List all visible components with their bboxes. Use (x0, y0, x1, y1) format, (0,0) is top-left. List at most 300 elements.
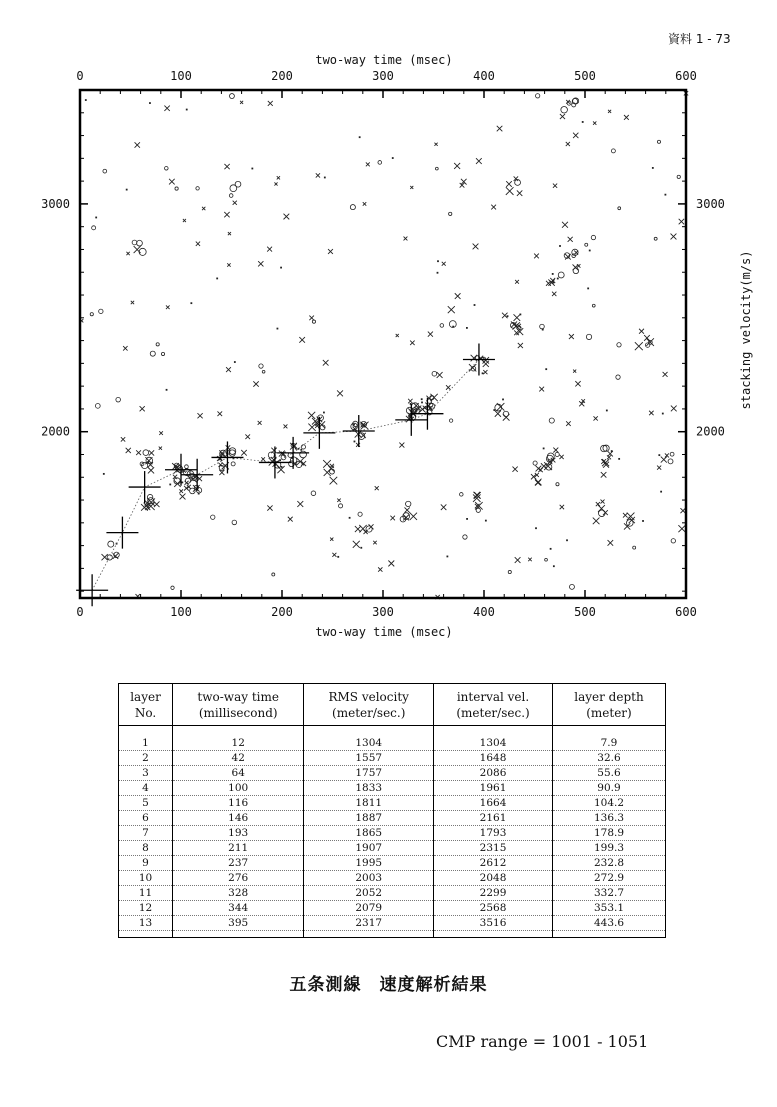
scatter-point (410, 186, 413, 189)
y-tick-label-right: 3000 (696, 196, 725, 211)
scatter-point (359, 136, 361, 138)
scatter-point (679, 219, 684, 224)
scatter-point (126, 189, 128, 191)
scatter-point (272, 573, 275, 576)
picked-velocity-marker (259, 446, 291, 478)
scatter-point (404, 507, 409, 512)
scatter-point (159, 431, 163, 435)
table-cell: 4 (119, 781, 173, 796)
table-cell: 443.6 (552, 916, 665, 931)
table-cell: 2612 (434, 856, 553, 871)
scatter-point (437, 272, 439, 274)
scatter-point (437, 260, 439, 262)
table-cell: 211 (173, 841, 304, 856)
scatter-point (196, 187, 199, 190)
scatter-point (300, 451, 307, 458)
scatter-point (175, 187, 178, 190)
table-row (119, 751, 666, 766)
scatter-point (388, 561, 394, 567)
scatter-point (502, 399, 504, 401)
scatter-point (197, 413, 202, 418)
scatter-point (353, 424, 355, 426)
scatter-point (251, 168, 253, 170)
x-tick-label-bottom: 100 (170, 605, 192, 619)
scatter-point (156, 343, 159, 346)
scatter-point (452, 326, 454, 328)
table-row (119, 811, 666, 826)
table-row (119, 736, 666, 751)
picked-velocity-markers (76, 343, 495, 606)
picked-velocity-marker (303, 417, 335, 449)
scatter-point (593, 518, 600, 525)
x-tick-label-top: 100 (170, 69, 192, 83)
scatter-point (507, 315, 509, 317)
scatter-point (169, 484, 171, 486)
table-row (119, 781, 666, 796)
scatter-point (460, 493, 464, 497)
x-tick-label-bottom: 600 (675, 605, 697, 619)
scatter-point (231, 462, 235, 466)
scatter-point (404, 237, 408, 241)
scatter-point (552, 273, 554, 275)
scatter-point (657, 140, 660, 143)
table-cell: 272.9 (552, 871, 665, 886)
x-axis-label-bottom: two-way time (msec) (315, 625, 453, 639)
scatter-point (473, 492, 480, 499)
table-cell: 328 (173, 886, 304, 901)
scatter-point (132, 240, 137, 245)
table-cell: 90.9 (552, 781, 665, 796)
scatter-point (569, 334, 574, 339)
scatter-point (166, 305, 170, 309)
table-row (119, 841, 666, 856)
scatter-point (240, 101, 243, 104)
x-tick-label-top: 500 (574, 69, 596, 83)
scatter-point (514, 314, 521, 321)
scatter-point (355, 526, 361, 532)
table-cell: 1793 (434, 826, 553, 841)
scatter-point (543, 448, 545, 450)
x-tick-label-bottom: 400 (473, 605, 495, 619)
scatter-point (497, 403, 505, 411)
scatter-point (311, 491, 316, 496)
scatter-point (137, 240, 143, 246)
table-cell: 199.3 (552, 841, 665, 856)
scatter-point (259, 364, 263, 368)
scatter-point (232, 520, 237, 525)
scatter-point (434, 143, 437, 146)
scatter-point (611, 149, 615, 153)
header-rms-velocity: RMS velocity (meter/sec.) (304, 684, 434, 726)
table-cell: 1557 (304, 751, 434, 766)
scatter-point (229, 94, 234, 99)
table-row (119, 826, 666, 841)
table-row (119, 856, 666, 871)
scatter-point (574, 251, 578, 255)
scatter-point (618, 458, 620, 460)
x-tick-label-top: 400 (473, 69, 495, 83)
figure-caption: 五条測線 速度解析結果 (289, 975, 488, 995)
table-cell: 332.7 (552, 886, 665, 901)
table-row (119, 901, 666, 916)
scatter-point (440, 324, 444, 328)
scatter-point (216, 278, 218, 280)
scatter-point (668, 459, 673, 464)
scatter-point (280, 267, 282, 269)
scatter-point (309, 316, 314, 321)
scatter-point (515, 280, 519, 284)
scatter-point (92, 226, 96, 230)
table-cell: 11 (119, 886, 173, 901)
scatter-point (85, 99, 87, 101)
scatter-point (545, 558, 548, 561)
scatter-point (671, 406, 677, 412)
scatter-point (179, 489, 183, 493)
page-number-label: 資料 1 - 73 (668, 32, 731, 46)
scatter-point (284, 424, 288, 428)
scatter-point (662, 413, 664, 415)
x-tick-label-bottom: 0 (76, 605, 84, 619)
scatter-point (288, 517, 293, 522)
scatter-point (262, 370, 265, 373)
scatter-point (633, 546, 636, 549)
table-cell: 1865 (304, 826, 434, 841)
scatter-point (497, 126, 503, 132)
y-axis-label-right: stacking velocity(m/s) (739, 250, 753, 410)
scatter-point (476, 508, 480, 512)
scatter-point (635, 342, 643, 350)
scatter-point (95, 217, 97, 219)
scatter-point (503, 411, 508, 416)
scatter-point (535, 479, 542, 486)
scatter-point (623, 513, 628, 518)
scatter-point (267, 505, 272, 510)
scatter-point (183, 219, 186, 222)
table-cell: 395 (173, 916, 304, 931)
scatter-point (166, 389, 168, 391)
scatter-point (603, 510, 608, 515)
scatter-point (171, 586, 174, 589)
table-cell: 6 (119, 811, 173, 826)
scatter-point (234, 361, 236, 363)
table-cell: 1304 (304, 736, 434, 751)
x-tick-label-bottom: 500 (574, 605, 596, 619)
table-cell: 2315 (434, 841, 553, 856)
scatter-point (528, 558, 532, 562)
scatter-point (575, 381, 580, 386)
scatter-point (639, 329, 644, 334)
picked-velocity-marker (463, 343, 495, 375)
table-cell: 104.2 (552, 796, 665, 811)
scatter-point (339, 504, 343, 508)
scatter-point (180, 494, 186, 500)
table-cell: 8 (119, 841, 173, 856)
scatter-point (308, 412, 315, 419)
table-cell: 1648 (434, 751, 553, 766)
scatter-point (491, 205, 496, 210)
scatter-point (330, 538, 333, 541)
scatter-point (680, 508, 685, 513)
table-cell: 276 (173, 871, 304, 886)
scatter-point (126, 252, 129, 255)
scatter-point (185, 481, 189, 485)
scatter-point (140, 406, 145, 411)
scatter-point (363, 202, 367, 206)
scatter-point (149, 450, 154, 455)
scatter-point (517, 190, 522, 195)
table-cell: 193 (173, 826, 304, 841)
scatter-point (90, 313, 93, 316)
table-cell: 5 (119, 796, 173, 811)
scatter-point (295, 448, 297, 450)
scatter-point (608, 540, 614, 546)
scatter-point (369, 524, 374, 529)
scatter-point (568, 237, 573, 242)
scatter-point (277, 328, 279, 330)
scatter-point (671, 234, 677, 240)
table-cell: 2052 (304, 886, 434, 901)
scatter-point (126, 448, 131, 453)
scatter-point (227, 263, 230, 266)
x-tick-label-top: 200 (271, 69, 293, 83)
scatter-point (241, 450, 247, 456)
velocity-table (118, 683, 666, 938)
scatter-point (466, 327, 468, 329)
scatter-point (617, 343, 621, 347)
scatter-point (586, 334, 591, 339)
scatter-point (267, 247, 272, 252)
table-cell: 2048 (434, 871, 553, 886)
scatter-point (594, 416, 598, 420)
scatter-point (552, 282, 554, 284)
scatter-point (506, 181, 512, 187)
scatter-point (665, 194, 667, 196)
scatter-point (330, 477, 338, 485)
scatter-point (149, 102, 151, 104)
scatter-point (373, 541, 376, 544)
scatter-point (596, 502, 600, 506)
table-cell: 1887 (304, 811, 434, 826)
scatter-point (474, 304, 476, 306)
scatter-point (337, 390, 343, 396)
scatter-point (169, 179, 175, 185)
header-interval-velocity: interval vel. (meter/sec.) (434, 684, 553, 726)
scatter-point (649, 411, 653, 415)
scatter-point (560, 505, 564, 509)
scatter-point (611, 450, 613, 452)
scatter-point (277, 176, 280, 179)
scatter-point (555, 452, 559, 456)
table-row (119, 886, 666, 901)
scatter-point (569, 584, 574, 589)
scatter-point (271, 448, 276, 453)
scatter-point (559, 245, 561, 247)
scatter-point (535, 527, 537, 529)
scatter-point (354, 441, 356, 443)
scatter-point (558, 272, 564, 278)
scatter-point (116, 397, 121, 402)
scatter-point (224, 164, 229, 169)
scatter-point (573, 370, 576, 373)
scatter-point (618, 207, 621, 210)
scatter-point (332, 553, 336, 557)
table-row (119, 871, 666, 886)
scatter-point (566, 539, 568, 541)
scatter-point (642, 520, 644, 522)
scatter-point (301, 445, 305, 449)
scatter-point (654, 237, 657, 240)
scatter-point (297, 501, 303, 507)
scatter-point (606, 410, 608, 412)
scatter-point (483, 370, 487, 374)
scatter-point (432, 371, 437, 376)
scatter-point (353, 541, 360, 548)
scatter-point (366, 162, 370, 166)
scatter-point (536, 466, 542, 472)
table-body (119, 726, 666, 938)
scatter-point (103, 473, 105, 475)
header-layer-depth: layer depth (meter) (552, 684, 665, 726)
scatter-point (553, 184, 557, 188)
scatter-point (545, 368, 547, 370)
scatter-point (95, 404, 100, 409)
scatter-point (658, 454, 660, 456)
scatter-point (328, 249, 333, 254)
axis-ticks (41, 69, 725, 619)
scatter-point (392, 157, 394, 159)
table-cell: 64 (173, 766, 304, 781)
y-tick-label-left: 3000 (41, 196, 70, 211)
scatter-point (485, 520, 487, 522)
table-cell: 1833 (304, 781, 434, 796)
scatter-point (399, 443, 404, 448)
scatter-point (601, 500, 605, 504)
scatter-point (589, 250, 591, 252)
scatter-point (408, 399, 412, 403)
scatter-point (559, 455, 563, 459)
scatter-point (506, 187, 514, 195)
table-cell: 353.1 (552, 901, 665, 916)
table-cell: 178.9 (552, 826, 665, 841)
scatter-point (323, 360, 329, 366)
scatter-point (557, 278, 559, 280)
scatter-point (607, 455, 611, 459)
scatter-point (591, 235, 595, 239)
table-cell: 1907 (304, 841, 434, 856)
scatter-point (534, 254, 539, 259)
table-cell: 2079 (304, 901, 434, 916)
table-cell: 3 (119, 766, 173, 781)
table-cell: 1757 (304, 766, 434, 781)
scatter-point (375, 486, 379, 490)
scatter-point (671, 539, 675, 543)
scatter-point (626, 520, 633, 527)
scatter-point (121, 437, 125, 441)
scatter-point (515, 557, 521, 563)
picked-velocity-marker (165, 454, 197, 486)
scatter-point (660, 491, 662, 493)
table-cell: 13 (119, 916, 173, 931)
scatter-point (566, 100, 570, 104)
table-cell: 232.8 (552, 856, 665, 871)
scatter-point (217, 411, 222, 416)
scatter-point (446, 385, 451, 390)
scatter-point (663, 372, 668, 377)
table-cell: 42 (173, 751, 304, 766)
scatter-point (448, 306, 455, 313)
scatter-point (533, 461, 537, 465)
scatter-point (512, 467, 517, 472)
scatter-point (670, 452, 674, 456)
scatter-point (181, 482, 183, 484)
scatter-point (185, 465, 189, 469)
scatter-point (190, 302, 192, 304)
scatter-point (476, 158, 482, 164)
table-cell: 7.9 (552, 736, 665, 751)
scatter-point (473, 244, 479, 250)
table-cell: 12 (119, 901, 173, 916)
table-cell: 2299 (434, 886, 553, 901)
scatter-point (435, 167, 438, 170)
table-cell: 2161 (434, 811, 553, 826)
scatter-point (550, 548, 552, 550)
scatter-point (556, 483, 559, 486)
scatter-point (253, 381, 258, 386)
picked-velocity-marker (211, 441, 243, 473)
scatter-point (148, 462, 153, 467)
table-cell: 2568 (434, 901, 553, 916)
scatter-point (601, 472, 607, 478)
scatter-point (449, 212, 452, 215)
scatter-point (573, 133, 578, 138)
table-cell: 136.3 (552, 811, 665, 826)
table-cell: 1664 (434, 796, 553, 811)
x-tick-label-top: 300 (372, 69, 394, 83)
scatter-point (349, 517, 351, 519)
table-cell: 1961 (434, 781, 553, 796)
table-cell: 1811 (304, 796, 434, 811)
scatter-point (224, 212, 229, 217)
scatter-point (657, 466, 661, 470)
scatter-point (582, 121, 584, 123)
scatter-point (616, 375, 620, 379)
scatter-point (233, 201, 237, 205)
table-cell: 100 (173, 781, 304, 796)
scatter-point (323, 412, 325, 414)
scatter-point (274, 182, 277, 185)
cmp-range-label: CMP range = 1001 - 1051 (436, 1032, 649, 1051)
scatter-point (449, 419, 452, 422)
scatter-point (299, 337, 305, 343)
scatter-point (337, 556, 339, 558)
scatter-point (553, 448, 558, 453)
header-two-way-time: two-way time (millisecond) (173, 684, 304, 726)
y-tick-label-left: 2000 (41, 424, 70, 439)
scatter-point (455, 293, 461, 299)
scatter-point (677, 175, 680, 178)
table-row (119, 916, 666, 931)
scatter-point (593, 121, 596, 124)
scatter-point (226, 367, 231, 372)
picked-velocity-marker (106, 517, 138, 549)
scatter-point (562, 222, 568, 228)
scatter-point (337, 499, 340, 502)
x-tick-label-bottom: 300 (372, 605, 394, 619)
scatter-point (552, 292, 556, 296)
table-cell: 2003 (304, 871, 434, 886)
scatter-point (324, 177, 326, 179)
table-cell: 146 (173, 811, 304, 826)
